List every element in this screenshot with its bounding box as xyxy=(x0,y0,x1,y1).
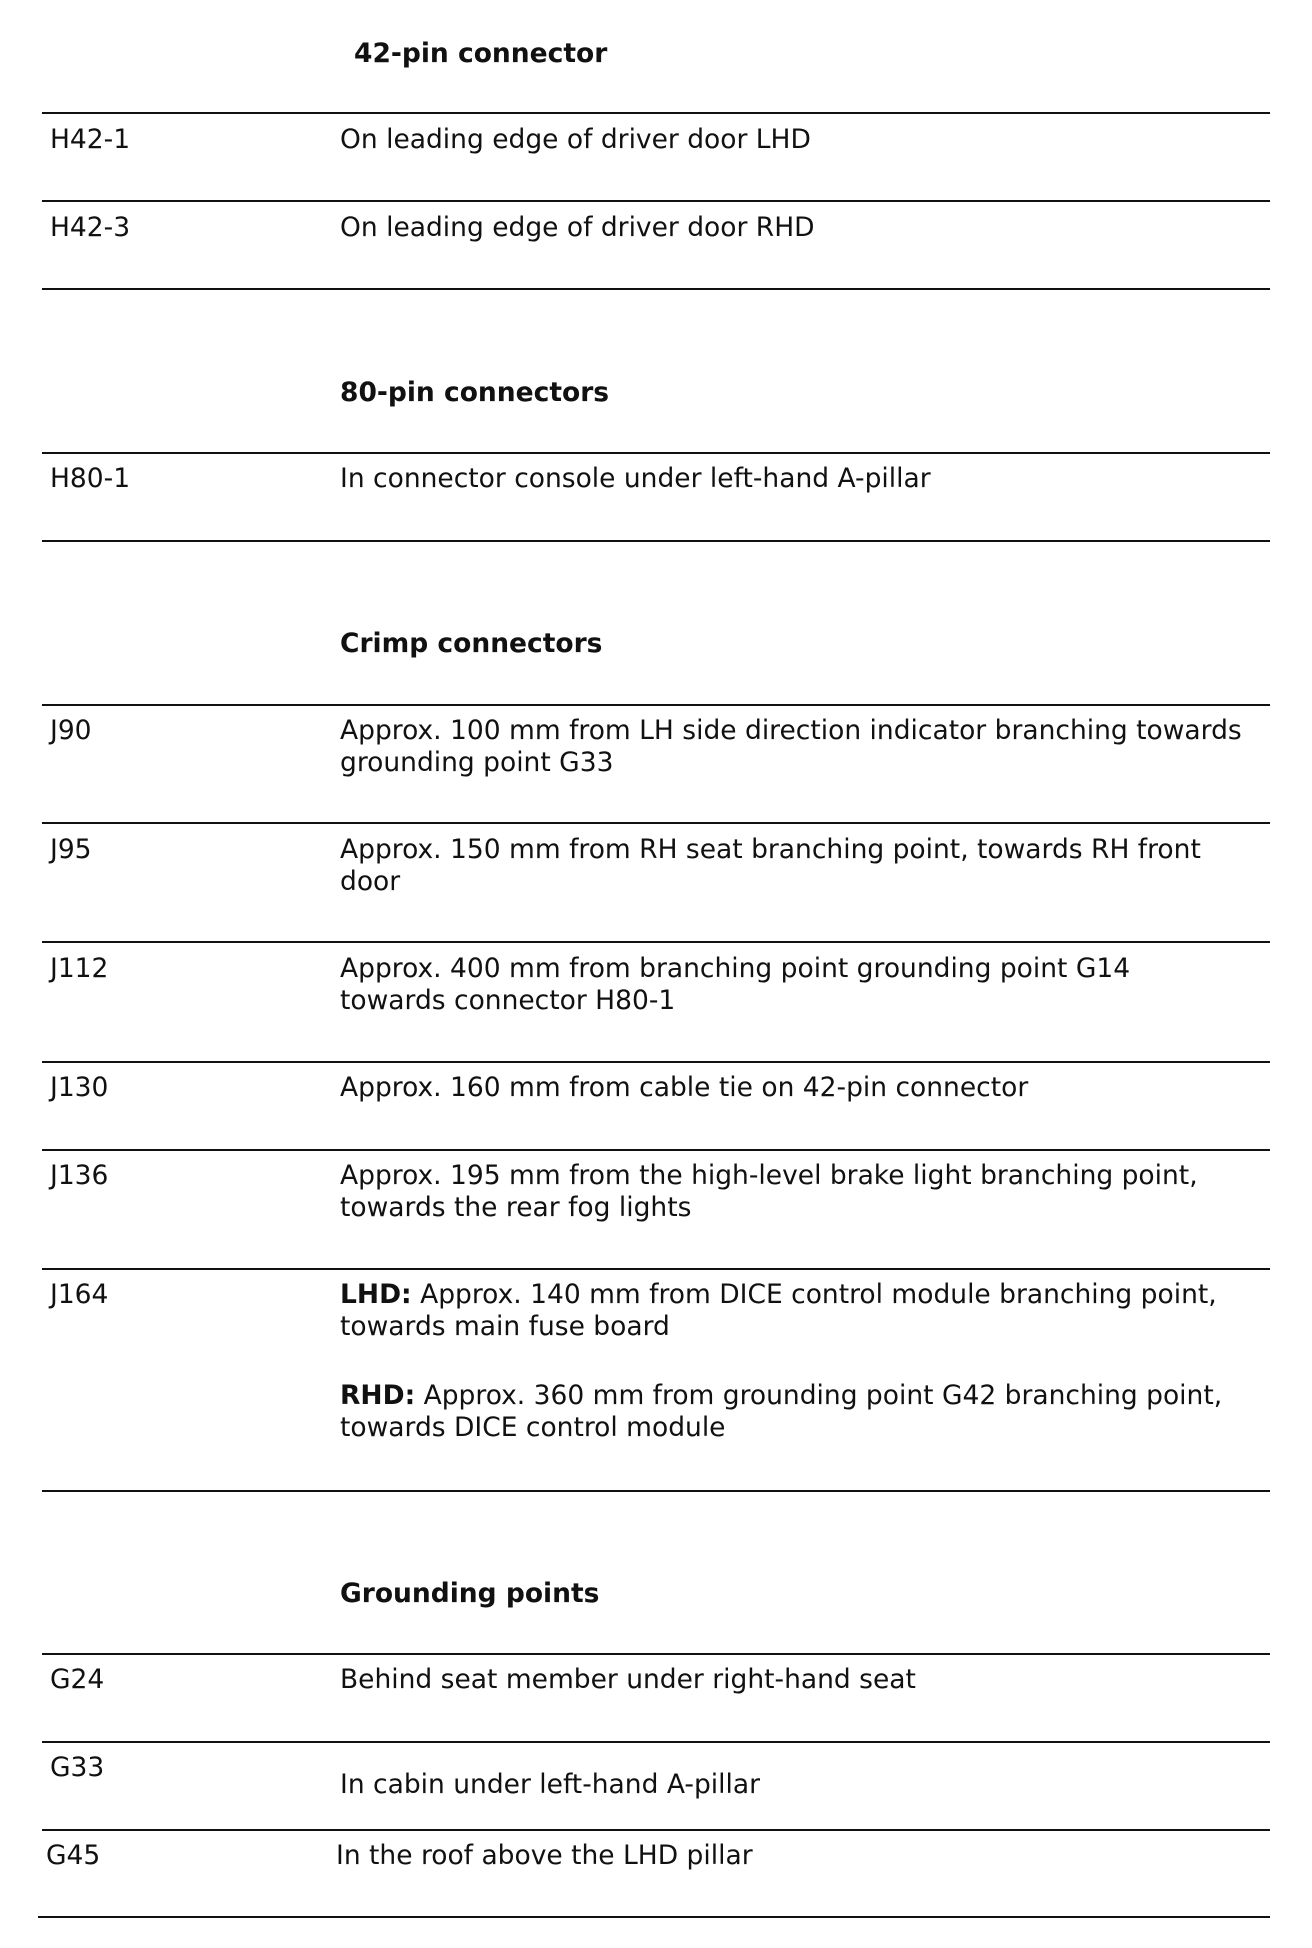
desc-line: door xyxy=(340,866,401,897)
row-desc-j112 xyxy=(340,953,1130,1017)
row-desc-g33: In cabin under left-hand A-pillar xyxy=(340,1769,760,1800)
table-rule xyxy=(42,941,1270,943)
row-code-j112: J112 xyxy=(50,953,109,984)
row-code-h42-1: H42-1 xyxy=(50,124,131,155)
row-desc-j130: Approx. 160 mm from cable tie on 42-pin connector xyxy=(340,1072,1029,1103)
desc-line: towards DICE control module xyxy=(340,1412,726,1443)
row-desc-h42-1: On leading edge of driver door LHD xyxy=(340,124,811,155)
desc-line: towards main fuse board xyxy=(340,1311,670,1342)
row-desc-j164-rhd xyxy=(340,1380,1222,1444)
table-rule xyxy=(42,1268,1270,1270)
table-rule xyxy=(42,288,1270,290)
desc-line: Approx. 100 mm from LH side direction indicator branching towards xyxy=(340,715,1242,746)
table-rule xyxy=(42,1490,1270,1492)
row-code-j95: J95 xyxy=(50,834,92,865)
row-code-h80-1: H80-1 xyxy=(50,463,131,494)
table-rule xyxy=(42,540,1270,542)
row-desc-g45: In the roof above the LHD pillar xyxy=(336,1840,753,1871)
desc-line: Approx. 150 mm from RH seat branching point, towards RH front xyxy=(340,834,1201,865)
desc-line: Approx. 400 mm from branching point grounding point G14 xyxy=(340,953,1131,984)
row-code-j130: J130 xyxy=(50,1072,109,1103)
row-code-j136: J136 xyxy=(50,1160,109,1191)
table-rule xyxy=(42,1061,1270,1063)
table-rule xyxy=(42,200,1270,202)
row-code-j164: J164 xyxy=(50,1279,109,1310)
row-desc-j90 xyxy=(340,715,1242,779)
table-rule xyxy=(42,704,1270,706)
section-heading-80-pin: 80-pin connectors xyxy=(340,377,610,408)
table-rule xyxy=(42,112,1270,114)
section-heading-crimp: Crimp connectors xyxy=(340,628,603,659)
desc-line: towards the rear fog lights xyxy=(340,1192,692,1223)
row-desc-j95 xyxy=(340,834,1201,898)
row-code-g45: G45 xyxy=(46,1840,101,1871)
table-rule xyxy=(42,1741,1270,1743)
row-code-h42-3: H42-3 xyxy=(50,212,131,243)
table-rule xyxy=(38,1916,1270,1918)
table-rule xyxy=(42,1149,1270,1151)
row-desc-j136 xyxy=(340,1160,1198,1224)
row-desc-g24: Behind seat member under right-hand seat xyxy=(340,1664,916,1695)
row-desc-j164-lhd xyxy=(340,1279,1217,1343)
variant-text: Approx. 140 mm from DICE control module branching point, xyxy=(411,1279,1217,1310)
row-code-g33: G33 xyxy=(50,1752,105,1783)
row-desc-h42-3: On leading edge of driver door RHD xyxy=(340,212,815,243)
desc-line: grounding point G33 xyxy=(340,747,614,778)
variant-tag-rhd: RHD: xyxy=(340,1380,416,1411)
desc-line xyxy=(340,1380,1222,1412)
variant-tag-lhd: LHD: xyxy=(340,1279,412,1310)
table-rule xyxy=(42,822,1270,824)
table-rule xyxy=(42,1653,1270,1655)
section-heading-42-pin: 42-pin connector xyxy=(354,38,608,69)
row-desc-h80-1: In connector console under left-hand A-pillar xyxy=(340,463,931,494)
desc-line: towards connector H80-1 xyxy=(340,985,676,1016)
desc-line: Approx. 195 mm from the high-level brake light branching point, xyxy=(340,1160,1198,1191)
row-code-g24: G24 xyxy=(50,1664,105,1695)
variant-text: Approx. 360 mm from grounding point G42 branching point, xyxy=(415,1380,1223,1411)
desc-line xyxy=(340,1279,1217,1311)
row-code-j90: J90 xyxy=(50,715,92,746)
table-rule xyxy=(42,1829,1270,1831)
section-heading-grounding: Grounding points xyxy=(340,1578,600,1609)
table-rule xyxy=(42,452,1270,454)
